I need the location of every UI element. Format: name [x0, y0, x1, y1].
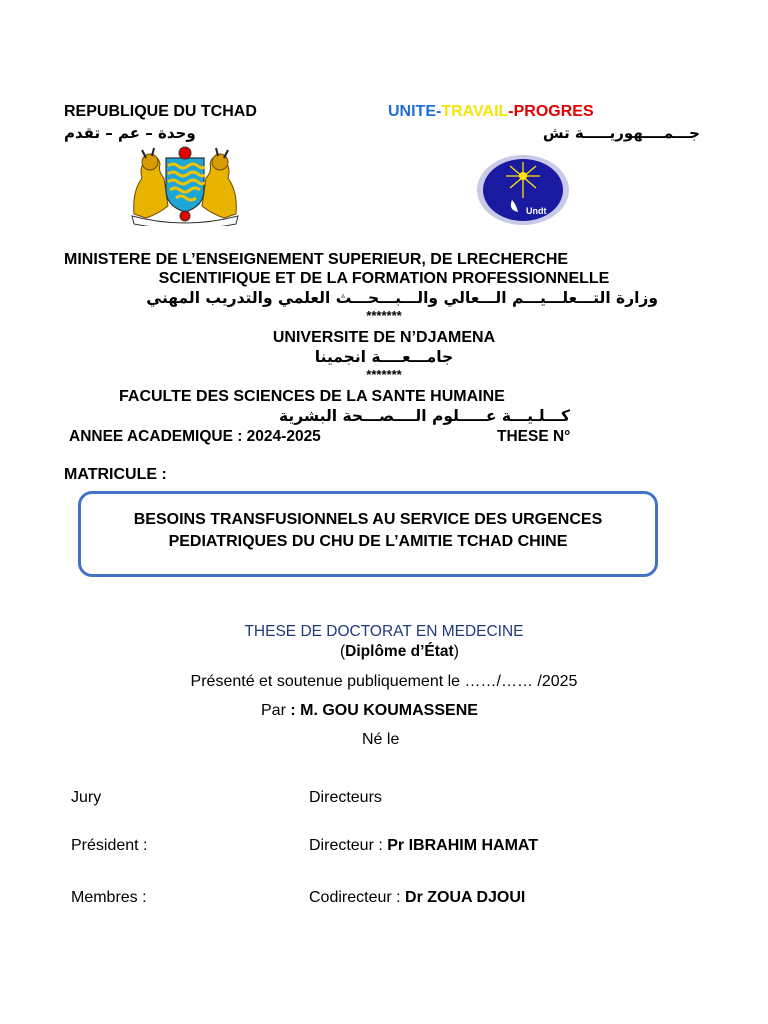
republic-label-fr: REPUBLIQUE DU TCHAD	[64, 103, 257, 120]
thesis-title-line-2: PEDIATRIQUES DU CHU DE L’AMITIE TCHAD CHINE	[168, 533, 568, 550]
director-label: Directeur :	[309, 837, 383, 854]
author-line	[261, 702, 478, 720]
author-name: : M. GOU KOUMASSENE	[290, 702, 478, 719]
motto-travail: TRAVAIL	[441, 103, 509, 120]
codirector-line	[309, 889, 525, 907]
thesis-title-box	[78, 491, 658, 577]
codirector-name: Dr ZOUA DJOUI	[405, 889, 526, 906]
thesis-type: THESE DE DOCTORAT EN MEDECINE	[244, 623, 524, 640]
ministry-line-1: MINISTERE DE L’ENSEIGNEMENT SUPERIEUR, DE LRECHERCHE	[64, 251, 569, 268]
motto-progres: PROGRES	[513, 103, 594, 120]
directors-heading: Directeurs	[309, 789, 382, 806]
motto-french: UNITE-TRAVAIL-PROGRES	[388, 103, 594, 120]
presentation-date: Présenté et soutenue publiquement le ……/…… /2025	[190, 673, 578, 690]
author-by-label: Par	[261, 702, 286, 719]
thesis-title-line-1: BESOINS TRANSFUSIONNELS AU SERVICE DES URGENCES	[133, 511, 603, 528]
motto-arabic: وحدة – عم – تقدم	[64, 124, 196, 142]
thesis-number: THESE N°	[497, 428, 571, 445]
born-label: Né le	[362, 731, 400, 748]
diploma-label: (Diplôme d’État)	[340, 643, 459, 660]
members-label: Membres :	[71, 889, 147, 906]
chad-coat-of-arms-icon	[128, 144, 242, 226]
ministry-arabic: وزارة التـــعلـــيـــم الـــعالي والـــبـــحـــث العلمي والتدريب المهني	[146, 289, 658, 307]
university-name: UNIVERSITE DE N’DJAMENA	[272, 329, 496, 346]
codirector-label: Codirecteur :	[309, 889, 401, 906]
ministry-line-2: SCIENTIFIQUE ET DE LA FORMATION PROFESSIONNELLE	[158, 270, 610, 287]
logo-text: Undt	[526, 206, 547, 216]
academic-year: ANNEE ACADEMIQUE : 2024-2025	[69, 428, 321, 445]
president-label: Président :	[71, 837, 148, 854]
director-name: Pr IBRAHIM HAMAT	[387, 837, 539, 854]
motto-unite: UNITE	[388, 103, 436, 120]
university-logo-icon	[476, 154, 570, 226]
separator-stars: *******	[366, 308, 402, 323]
matricule-label: MATRICULE :	[64, 466, 167, 483]
faculty-name-arabic: كـــلـيـــة عـــــلوم الــــصـــحة البشرية	[279, 407, 570, 425]
university-name-arabic: جامـــعــــة انجمينا	[314, 348, 454, 366]
faculty-name: FACULTE DES SCIENCES DE LA SANTE HUMAINE	[119, 388, 505, 405]
jury-heading: Jury	[71, 789, 102, 806]
director-line	[309, 837, 538, 855]
republic-label-arabic: جـــمــــهوريـــــة تش	[542, 124, 700, 142]
separator-stars: *******	[366, 367, 402, 382]
